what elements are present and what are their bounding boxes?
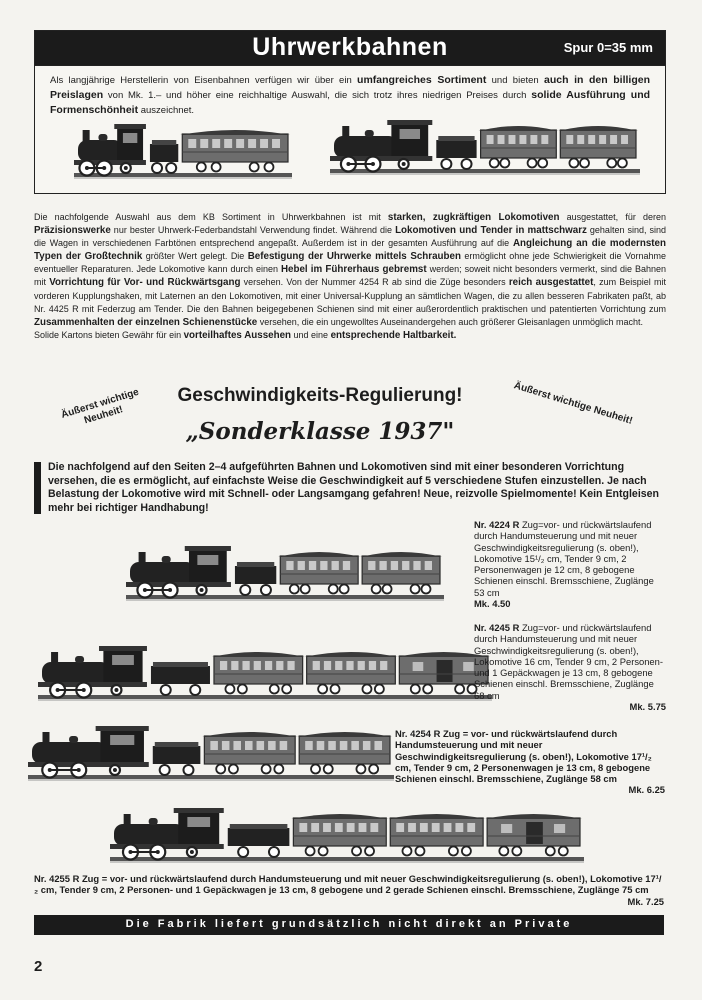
product-4224 bbox=[474, 519, 666, 609]
product-description: Zug=vor- und rückwärtslaufend durch Handumsteuerung und mit neuer Geschwindigkeitsregulierung (s. oben!), Lokomotive 16 cm, Tender 9 cm, 2 Personen- und 1 Gepäckwagen je 13 cm, 8 gebogene Schienen einschl. Bremsschiene, Zuglänge 68 cm bbox=[474, 622, 663, 701]
body-text-run: nur bester Uhrwerk-Federbandstahl Verwendung findet. Während die bbox=[110, 225, 396, 236]
body-bold-run: Lokomotiven und Tender in mattschwarz bbox=[395, 225, 587, 237]
product-number: Nr. 4245 R bbox=[474, 622, 520, 633]
body-bold-run: Befestigung der Uhrwerke mittels Schrauben bbox=[247, 251, 461, 263]
body-text-run: , zum Beispiel mit vorderen Kupplungshaken, mit Laternen an den Lokomotiven, mit einer Universal-Kupplung an sämtlichen Wagen, die zu allen besseren Fabrikaten paßt, ab Nr. 4425 R mit Federzug am Tender. Die den Bahnen beigegebenen Schienen sind mit einer außerordentlich praktischen und patentierten Vorrichtung zum bbox=[34, 277, 666, 314]
notice-rule bbox=[34, 462, 41, 514]
body-text-run: gehalten sind, sind die Wagen in verschiedenen Farbtönen entsprechend angepaßt. Außerdem ist in der gesamten Ausführung auf die bbox=[34, 225, 666, 249]
product-price: Mk. 7.25 bbox=[627, 895, 664, 907]
train-illustration-4255 bbox=[110, 802, 584, 864]
body-text-run: ermöglicht ohne jede Schwierigkeit die Vornahme eventueller Reparaturen. Jede Lokomotive kann durch einen bbox=[34, 251, 666, 275]
intro-paragraph bbox=[50, 73, 650, 118]
product-description: Zug=vor- und rückwärtslaufend durch Handumsteuerung und mit neuer Geschwindigkeitsregulierung (s. oben!), Lokomotive 15¹/₂ cm, Tender 9 cm, 2 Personenwagen je 12 cm, 8 gebogene Schienen einschl. Bremsschiene, Zuglänge 53 cm bbox=[474, 519, 654, 598]
body-bold-run: Angleichung an die modernsten Typen der Großtechnik bbox=[34, 238, 666, 263]
body-bold-run: entsprechende Haltbarkeit. bbox=[330, 329, 457, 341]
product-price: Mk. 5.75 bbox=[629, 701, 666, 713]
body-bold-run: starken, zugkräftigen Lokomotiven bbox=[387, 212, 560, 223]
train-illustration-4254 bbox=[28, 720, 394, 782]
product-price: Mk. 4.50 bbox=[474, 598, 511, 610]
body-text bbox=[34, 211, 666, 342]
body-text-run: größter Wert gelegt. Die bbox=[142, 251, 248, 262]
body-bold-run: vorteilhaftes Aussehen bbox=[183, 329, 292, 341]
intro-bold-2: auch in den billigen Preislagen bbox=[50, 74, 651, 101]
special-class-title: „Sonderklasse 1937" bbox=[185, 418, 455, 445]
gauge-label: Spur 0=35 mm bbox=[563, 40, 653, 55]
speed-heading: Geschwindigkeits-Regulierung! bbox=[177, 385, 463, 406]
body-bold-run: Vorrichtung für Vor- und Rückwärtsgang bbox=[49, 277, 241, 289]
body-bold-run: Hebel im Führerhaus gebremst bbox=[280, 264, 427, 276]
body-bold-run: Präzisionswerke bbox=[34, 225, 111, 237]
intro-text-4: auszeichnet. bbox=[140, 105, 195, 116]
intro-text-2: und bieten bbox=[491, 75, 539, 86]
novelty-stamp-right: Äußerst wichtige Neuheit! bbox=[512, 380, 634, 427]
body-text-run: und eine bbox=[291, 329, 331, 340]
footer-bar bbox=[34, 915, 664, 935]
train-illustration-header-left bbox=[74, 118, 292, 180]
footer-notice: Die Fabrik liefert grundsätzlich nicht direkt an Private bbox=[125, 918, 573, 930]
product-description: Zug = vor- und rückwärtslaufend durch Handumsteuerung und mit neuer Geschwindigkeitsregulierung (s. oben!), Lokomotive 17¹/₂ cm, Tender 9 cm, 2 Personen- und 1 Gepäckwagen je 13 cm, 8 gebogene und 2 gerade Schienen einschl. Bremsschiene, Zuglänge 75 cm bbox=[34, 873, 662, 896]
title-bar bbox=[34, 30, 666, 66]
body-text-run: Solide Kartons bieten Gewähr für ein bbox=[34, 329, 184, 340]
body-text-run: werden; soweit nicht besonders vermerkt, sind die Bahnen mit bbox=[34, 264, 666, 288]
intro-bold-1: umfangreiches Sortiment bbox=[357, 74, 487, 86]
product-4255 bbox=[34, 873, 664, 907]
body-text-run: Die nachfolgende Auswahl aus dem KB Sortiment in Uhrwerkbahnen ist mit bbox=[34, 212, 388, 222]
body-paragraph-2 bbox=[34, 329, 666, 342]
product-4245 bbox=[474, 622, 666, 712]
product-description: Zug = vor- und rückwärtslaufend durch Handumsteuerung und mit neuer Geschwindigkeitsregulierung (s. oben!), Lokomotive 17¹/₂ cm, Tender 9 cm, 2 Personenwagen je 13 cm, 8 gebogene Schienen einschl. Bremsschiene, Zuglänge 58 cm bbox=[395, 728, 652, 785]
body-bold-run: reich ausgestattet bbox=[508, 277, 594, 289]
product-price: Mk. 6.25 bbox=[628, 784, 665, 796]
speed-notice: Die nachfolgend auf den Seiten 2–4 aufgeführten Bahnen und Lokomotiven sind mit einer besonderen Vorrichtung versehen, die es ermöglicht, auf einfachste Weise die Geschwindigkeit auf 5 verschiedene Stufen einzustellen. Je nach Belastung der Lokomotive wird mit Schnell- oder Langsamgang gefahren! Neue, reizvolle Spielmomente! Kein Entgleisen mehr bei richtiger Handhabung! bbox=[48, 461, 660, 514]
page-title: Uhrwerkbahnen bbox=[252, 33, 448, 61]
intro-text-1: Als langjährige Herstellerin von Eisenbahnen verfügen wir über ein bbox=[50, 75, 352, 86]
intro-text-3: von Mk. 1.– und höher eine reichhaltige Auswahl, die sich trotz ihres niedrigen Preises durch bbox=[107, 90, 527, 101]
novelty-stamp-left: Äußerst wichtige Neuheit! bbox=[59, 386, 141, 427]
product-number: Nr. 4255 R bbox=[34, 873, 80, 884]
product-4254 bbox=[395, 728, 665, 796]
body-bold-run: Zusammenhalten der einzelnen Schienenstücke bbox=[34, 316, 258, 328]
intro-bold-3: solide Ausführung und Formenschönheit bbox=[50, 89, 651, 116]
page-number: 2 bbox=[34, 958, 43, 975]
product-number: Nr. 4254 R bbox=[395, 728, 441, 739]
body-text-run: versehen, die ein ungewolltes Auseinandergehen auch größerer Gleisanlagen unmöglich macht. bbox=[257, 316, 643, 327]
train-illustration-4224 bbox=[126, 544, 444, 602]
train-illustration-4245 bbox=[38, 638, 492, 702]
body-text-run: ausgestattet, für deren bbox=[559, 212, 667, 222]
body-paragraph-1 bbox=[34, 211, 666, 329]
train-illustration-header-right bbox=[330, 126, 640, 176]
body-text-run: versehen. Von der Nummer 4254 R ab sind die Züge besonders bbox=[240, 277, 509, 288]
product-number: Nr. 4224 R bbox=[474, 519, 520, 530]
